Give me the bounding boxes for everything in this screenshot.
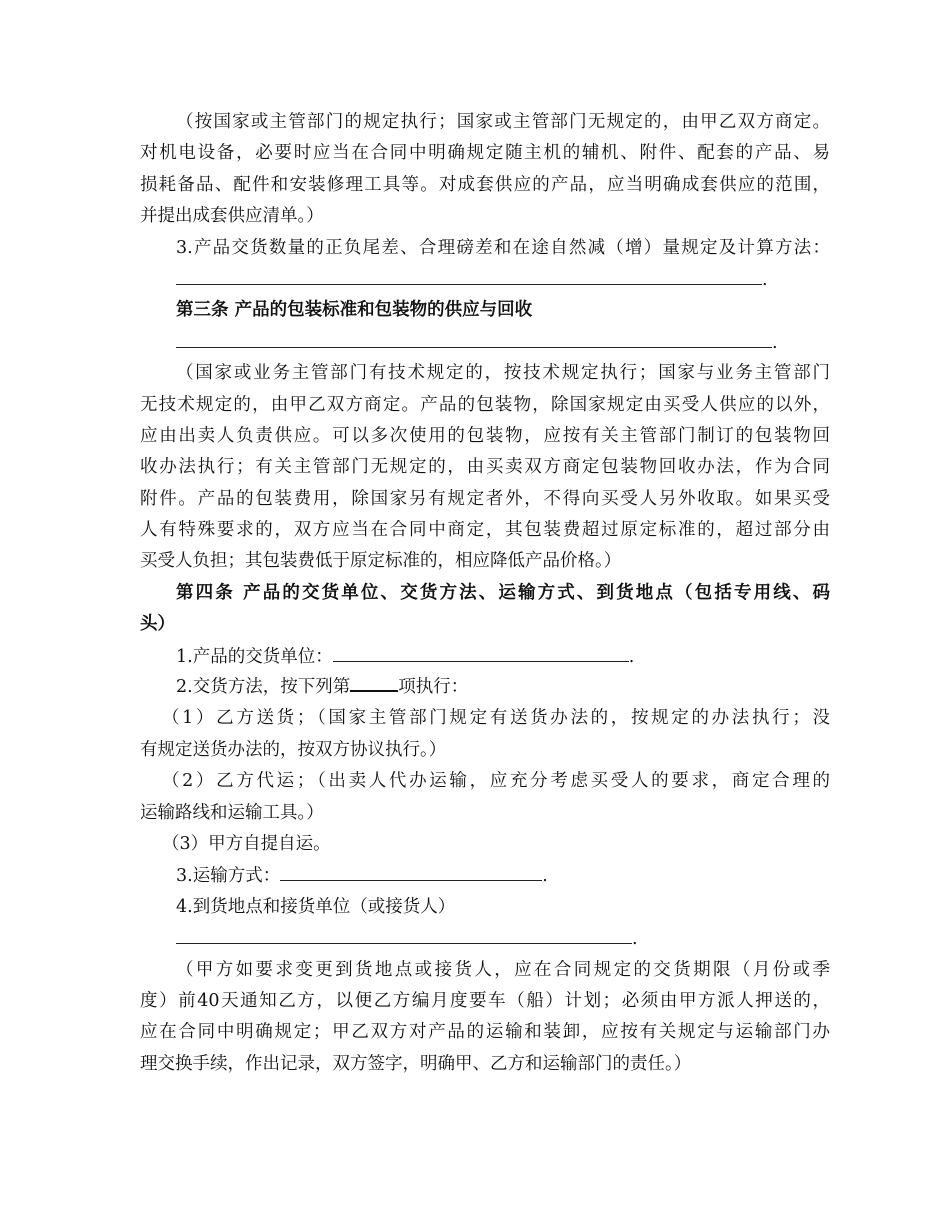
para3-line3: 应在合同中明确规定；甲乙双方对产品的运输和装卸，应按有关规定与运输部门办 [140,1022,830,1043]
article4-item4: 4.到货地点和接货单位（或接货人） [176,896,456,917]
item3-end: . [762,269,768,290]
article4-title-line2: 头） [140,614,175,635]
article3-end: . [772,332,778,353]
opt1-line2: 有规定送货办法的，按双方协议执行。） [140,739,447,760]
item1-fill-blank[interactable] [333,641,629,662]
article4-item2 [140,672,830,703]
item3-transport-label: 3.运输方式： [176,866,281,887]
article4-item4-blank-line [140,923,830,954]
item4-end: . [632,929,638,950]
transport-fill-blank[interactable] [280,860,542,881]
item3-label: 3.产品交货数量的正负尾差、合理磅差和在途自然减（增）量规定及计算方法： [176,237,830,258]
opt2-line1: （2）乙方代运；（出卖人代办运输，应充分考虑买受人的要求，商定合理的 [162,771,830,792]
para2-line4: 收办法执行；有关主管部门无规定的，由买卖双方商定包装物回收办法，作为合同 [140,457,830,478]
para1-line3: 损耗备品、配件和安装修理工具等。对成套供应的产品，应当明确成套供应的范围， [140,174,830,195]
article4-title-line1: 第四条 产品的交货单位、交货方法、运输方式、到货地点（包括专用线、码 [176,582,830,603]
para3-line4: 理交换手续，作出记录，双方签字，明确甲、乙方和运输部门的责任。） [140,1053,692,1074]
para1-line4: 并提出成套供应清单。） [140,206,324,227]
para2-line1: （国家或业务主管部门有技术规定的，按技术规定执行；国家与业务主管部门 [176,363,830,384]
opt1-line1: （1）乙方送货；（国家主管部门规定有送货办法的，按规定的办法执行；没 [162,708,830,729]
item2-fill-blank[interactable] [350,672,398,692]
article3-blank-line [140,327,830,358]
item3-fill-blank[interactable] [176,264,762,285]
para2-line3: 应由出卖人负责供应。可以多次使用的包装物，应按有关主管部门制订的包装物回 [140,425,830,446]
item3-transport-end: . [542,866,548,887]
article3-title: 第三条 产品的包装标准和包装物的供应与回收 [176,300,533,321]
item1-label: 1.产品的交货单位： [176,646,333,667]
article4-item3 [140,860,830,891]
para1-line1: （按国家或主管部门的规定执行；国家或主管部门无规定的，由甲乙双方商定。 [176,112,830,132]
opt2-line2: 运输路线和运输工具。） [140,802,324,823]
contract-page [140,107,830,1080]
para2-line6: 人有特殊要求的，双方应当在合同中商定，其包装费超过原定标准的，超过部分由 [140,520,830,541]
article3-fill-blank[interactable] [176,327,772,348]
para3-line1: （甲方如要求变更到货地点或接货人，应在合同规定的交货期限（月份或季 [176,959,830,980]
para3-line2: 度）前40天通知乙方，以便乙方编月度要车（船）计划；必须由甲方派人押送的， [140,990,830,1011]
para2-line2: 无技术规定的，由甲乙双方商定。产品的包装物，除国家规定由买受人供应的以外， [140,394,830,415]
item2-post: 项执行： [398,677,469,698]
para1-line2: 对机电设备，必要时应当在合同中明确规定随主机的辅机、附件、配套的产品、易 [140,143,830,164]
para2-line5: 附件。产品的包装费用，除国家另有规定者外，不得向买受人另外收取。如果买受 [140,488,830,509]
item1-end: . [628,646,635,667]
para2-line7: 买受人负担；其包装费低于原定标准的，相应降低产品价格。） [140,551,622,572]
item4-fill-blank[interactable] [176,923,632,944]
item3-blank-line [140,264,830,295]
article4-item1 [140,641,830,672]
opt3: （3）甲方自提自运。 [162,833,331,854]
item2-pre: 2.交货方法，按下列第 [176,677,351,698]
